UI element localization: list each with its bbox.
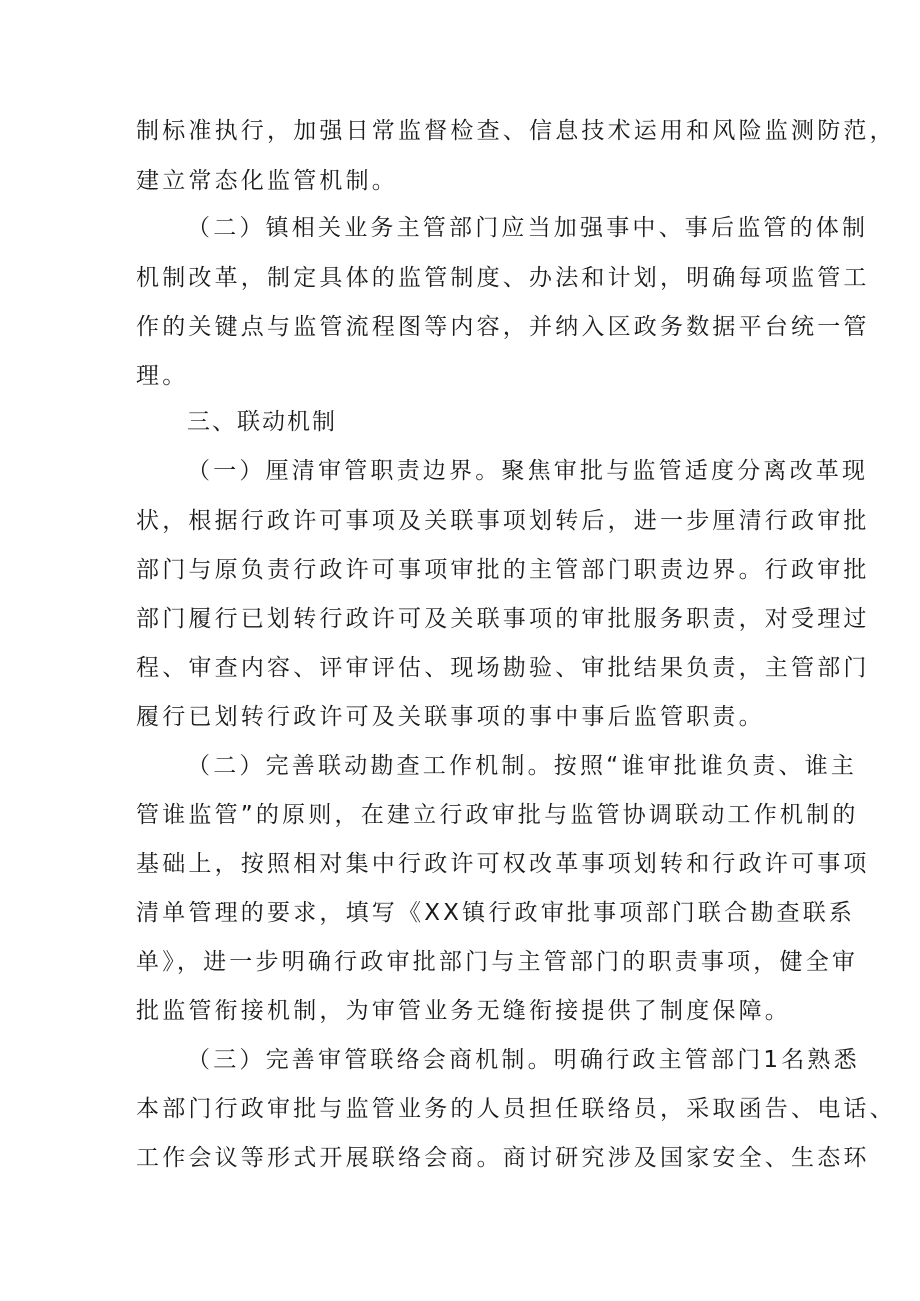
text-line: 部门履行已划转行政许可及关联事项的审批服务职责，对受理过 [136, 606, 870, 632]
text-line: 机制改革，制定具体的监管制度、办法和计划，明确每项监管工 [136, 265, 870, 291]
paragraph-first-line: （一）厘清审管职责边界。聚焦审批与监管适度分离改革现 [187, 458, 869, 484]
text-line: 理。 [136, 363, 189, 389]
paragraph-first-line: （二）完善联动勘查工作机制。按照“谁审批谁负责、谁主 [187, 753, 858, 779]
text-line: 制标准执行，加强日常监督检查、信息技术运用和风险监测防范， [136, 118, 896, 144]
section-heading: 三、联动机制 [187, 409, 337, 435]
text-line: 基础上，按照相对集中行政许可权改革事项划转和行政许可事项 [136, 851, 870, 877]
text-line: 工作会议等形式开展联络会商。商讨研究涉及国家安全、生态环 [136, 1145, 870, 1171]
text-line: 部门与原负责行政许可事项审批的主管部门职责边界。行政审批 [136, 557, 870, 583]
paragraph-first-line: （三）完善审管联络会商机制。明确行政主管部门1名熟悉 [187, 1047, 860, 1073]
text-line: 单》，进一步明确行政审批部门与主管部门的职责事项，健全审 [136, 949, 859, 975]
text-line: 本部门行政审批与监管业务的人员担任联络员，采取函告、电话、 [136, 1096, 896, 1122]
text-line: 批监管衔接机制，为审管业务无缝衔接提供了制度保障。 [136, 998, 791, 1024]
text-line: 履行已划转行政许可及关联事项的事中事后监管职责。 [136, 704, 765, 730]
text-line: 作的关键点与监管流程图等内容，并纳入区政务数据平台统一管 [136, 314, 870, 340]
text-line: 程、审查内容、评审评估、现场勘验、审批结果负责，主管部门 [136, 655, 870, 681]
paragraph-first-line: （二）镇相关业务主管部门应当加强事中、事后监管的体制 [187, 215, 869, 241]
text-line: 状，根据行政许可事项及关联事项划转后，进一步厘清行政审批 [136, 508, 870, 534]
text-line: 建立常态化监管机制。 [136, 168, 398, 194]
text-line: 清单管理的要求，填写《XX镇行政审批事项部门联合勘查联系 [136, 900, 856, 926]
text-line: 管谁监管”的原则，在建立行政审批与监管协调联动工作机制的 [136, 802, 859, 828]
